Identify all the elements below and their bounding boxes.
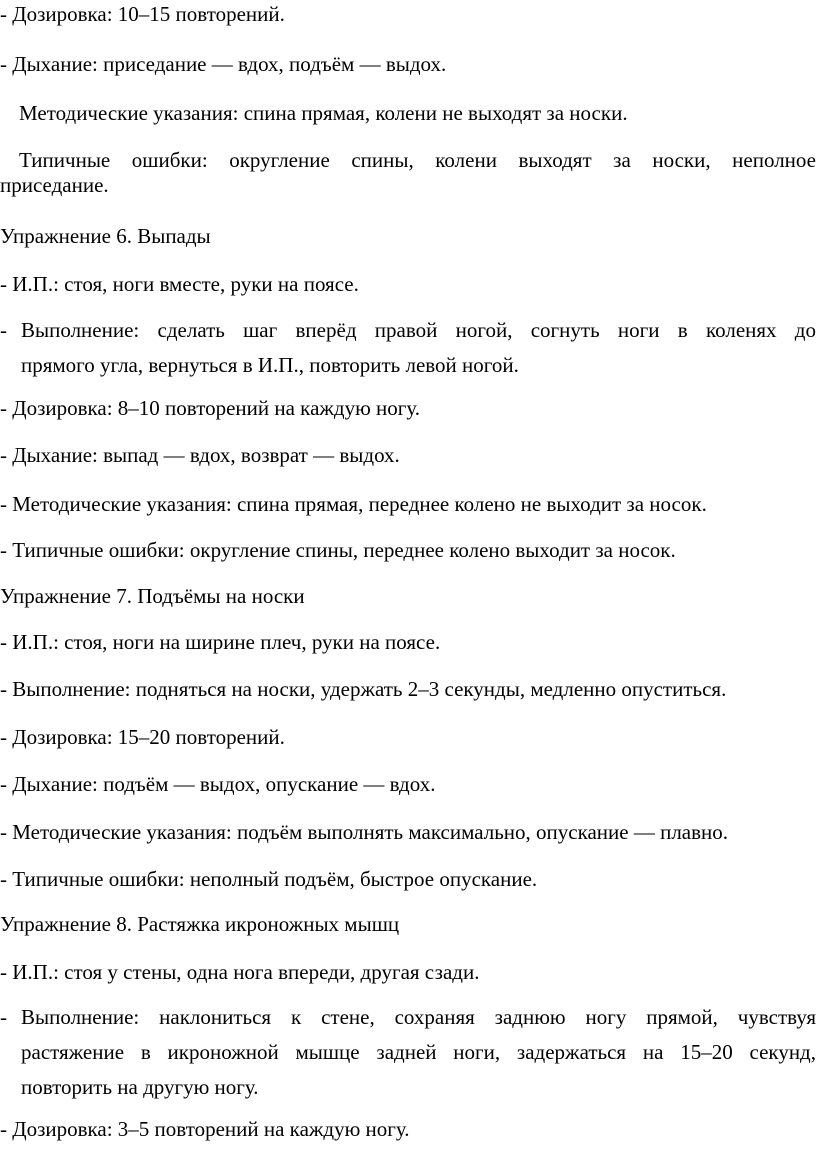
calf-raise-guidelines-line: - Методические указания: подъём выполнять максимально, опускание — плавно. [0,820,729,844]
squat-breathing-line: - Дыхание: приседание — вдох, подъём — выдох. [0,52,447,76]
stretch-execution-item [0,1000,816,1105]
stretch-dosage-line: - Дозировка: 3–5 повторений на каждую ногу. [0,1117,410,1141]
squat-errors-line-2: приседание. [0,173,109,197]
calf-raise-start-position-line: - И.П.: стоя, ноги на ширине плеч, руки на поясе. [0,630,441,654]
squat-errors-line-1: Типичные ошибки: округление спины, колени выходят за носки, неполное [19,148,816,172]
lunge-errors-line: - Типичные ошибки: округление спины, переднее колено выходит за носок. [0,538,676,562]
calf-raise-dosage-line: - Дозировка: 15–20 повторений. [0,725,285,749]
exercise-7-heading: Упражнение 7. Подъёмы на носки [0,584,305,608]
list-dash: - [0,318,7,342]
squat-guidelines-line: Методические указания: спина прямая, колени не выходят за носки. [19,101,628,125]
exercise-8-heading: Упражнение 8. Растяжка икроножных мышц [0,912,400,936]
stretch-execution-line-1: Выполнение: наклониться к стене, сохраняя заднюю ногу прямой, чувствуя [21,1005,816,1029]
stretch-execution-line-3: повторить на другую ногу. [21,1075,259,1099]
exercise-6-heading: Упражнение 6. Выпады [0,224,211,248]
calf-raise-breathing-line: - Дыхание: подъём — выдох, опускание — вдох. [0,772,436,796]
squat-dosage-line: - Дозировка: 10–15 повторений. [0,2,285,26]
lunge-breathing-line: - Дыхание: выпад — вдох, возврат — выдох. [0,443,400,467]
lunge-start-position-line: - И.П.: стоя, ноги вместе, руки на поясе. [0,272,359,296]
list-dash: - [0,1005,7,1029]
stretch-execution-line-2: растяжение в икроножной мышце задней ноги, задержаться на 15–20 секунд, [21,1040,816,1064]
lunge-dosage-line: - Дозировка: 8–10 повторений на каждую ногу. [0,396,421,420]
lunge-execution-line-2: прямого угла, вернуться в И.П., повторить левой ногой. [21,353,519,377]
calf-raise-execution-line: - Выполнение: подняться на носки, удержать 2–3 секунды, медленно опуститься. [0,677,727,701]
stretch-start-position-line: - И.П.: стоя у стены, одна нога впереди, другая сзади. [0,960,480,984]
lunge-execution-item [0,313,816,383]
calf-raise-errors-line: - Типичные ошибки: неполный подъём, быстрое опускание. [0,867,538,891]
lunge-guidelines-line: - Методические указания: спина прямая, переднее колено не выходит за носок. [0,492,707,516]
lunge-execution-line-1: Выполнение: сделать шаг вперёд правой ногой, согнуть ноги в коленях до [21,318,816,342]
